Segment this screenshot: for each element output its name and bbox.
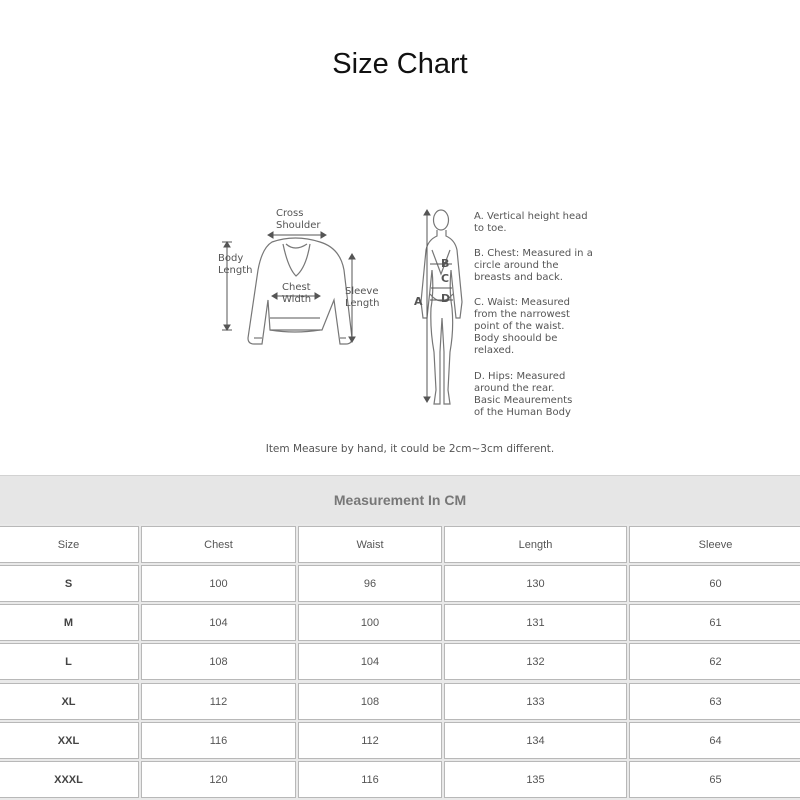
value-cell-sleeve: 65 bbox=[629, 761, 800, 798]
marker-c: C bbox=[441, 272, 450, 285]
measurement-note: Item Measure by hand, it could be 2cm~3cm different. bbox=[265, 443, 555, 455]
value-cell-waist: 100 bbox=[298, 604, 442, 641]
description-c: C. Waist: Measured from the narrowest point of the waist. Body shoould be relaxed. bbox=[474, 297, 571, 356]
value-cell-length: 131 bbox=[444, 604, 627, 641]
description-b: B. Chest: Measured in a circle around the breasts and back. bbox=[474, 248, 593, 283]
value-cell-length: 135 bbox=[444, 761, 627, 798]
value-cell-sleeve: 62 bbox=[629, 643, 800, 680]
value-cell-sleeve: 63 bbox=[629, 683, 800, 720]
marker-d: D bbox=[441, 292, 451, 305]
marker-b: B bbox=[441, 257, 450, 270]
diagram-illustration bbox=[0, 190, 800, 470]
value-cell-waist: 116 bbox=[298, 761, 442, 798]
value-cell-chest: 120 bbox=[141, 761, 296, 798]
body-length-label: Body Length bbox=[218, 253, 253, 276]
size-cell: XL bbox=[0, 683, 139, 720]
value-cell-waist: 108 bbox=[298, 683, 442, 720]
value-cell-chest: 100 bbox=[141, 565, 296, 602]
header-cell-chest: Chest bbox=[141, 526, 296, 563]
value-cell-waist: 112 bbox=[298, 722, 442, 759]
value-cell-sleeve: 64 bbox=[629, 722, 800, 759]
size-cell: L bbox=[0, 643, 139, 680]
value-cell-length: 134 bbox=[444, 722, 627, 759]
cross-shoulder-label: Cross Shoulder bbox=[276, 208, 321, 231]
chest-width-label: Chest Width bbox=[282, 282, 312, 305]
sleeve-length-label: Sleeve Length bbox=[345, 286, 380, 309]
value-cell-length: 133 bbox=[444, 683, 627, 720]
value-cell-chest: 108 bbox=[141, 643, 296, 680]
size-cell: XXXL bbox=[0, 761, 139, 798]
size-cell: XXL bbox=[0, 722, 139, 759]
value-cell-waist: 104 bbox=[298, 643, 442, 680]
value-cell-chest: 104 bbox=[141, 604, 296, 641]
value-cell-sleeve: 60 bbox=[629, 565, 800, 602]
header-cell-length: Length bbox=[444, 526, 627, 563]
value-cell-length: 130 bbox=[444, 565, 627, 602]
measurement-diagram bbox=[0, 190, 800, 470]
page-title: Size Chart bbox=[332, 48, 468, 80]
size-cell: M bbox=[0, 604, 139, 641]
header-cell-waist: Waist bbox=[298, 526, 442, 563]
size-cell: S bbox=[0, 565, 139, 602]
value-cell-chest: 112 bbox=[141, 683, 296, 720]
value-cell-length: 132 bbox=[444, 643, 627, 680]
marker-a: A bbox=[414, 295, 423, 308]
header-cell-sleeve: Sleeve bbox=[629, 526, 800, 563]
table-caption: Measurement In CM bbox=[0, 475, 800, 524]
value-cell-chest: 116 bbox=[141, 722, 296, 759]
header-cell-size: Size bbox=[0, 526, 139, 563]
description-a: A. Vertical height head to toe. bbox=[474, 211, 588, 234]
description-d: D. Hips: Measured around the rear. Basic Meaurements of the Human Body bbox=[474, 371, 573, 418]
value-cell-sleeve: 61 bbox=[629, 604, 800, 641]
value-cell-waist: 96 bbox=[298, 565, 442, 602]
size-table bbox=[0, 475, 800, 800]
